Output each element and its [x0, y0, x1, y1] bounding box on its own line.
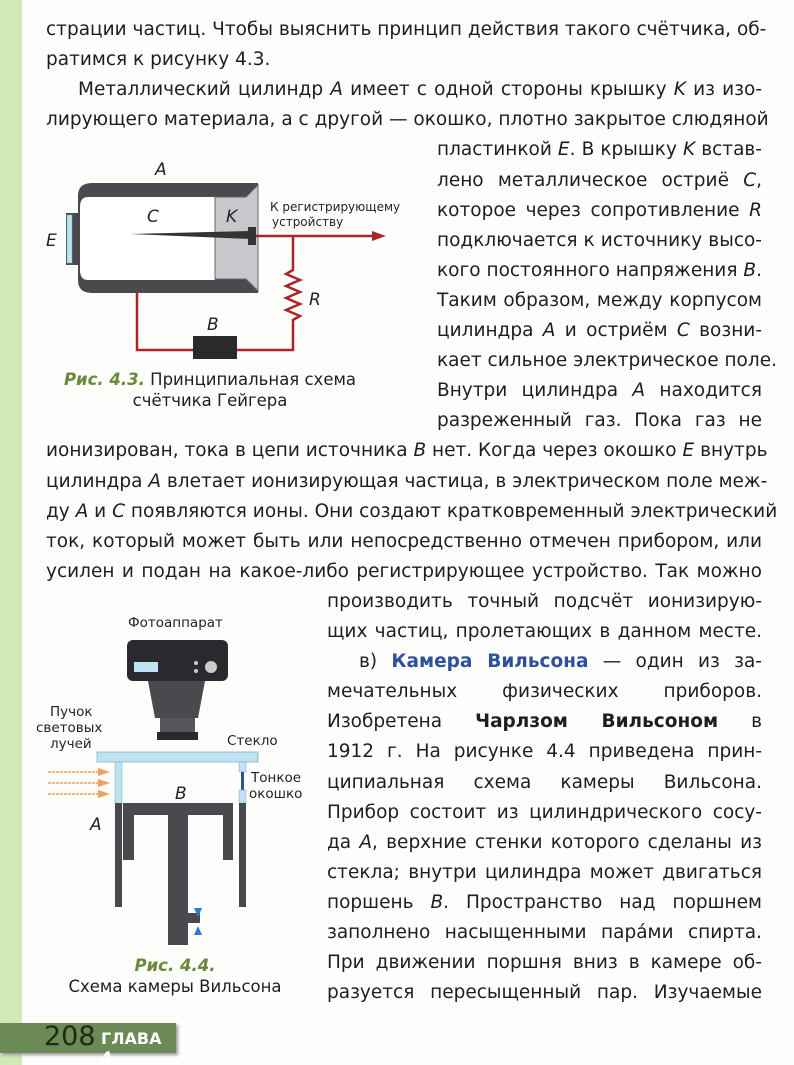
text-segment: внутрь — [694, 440, 768, 462]
section-heading: Камера Вильсона — [391, 651, 589, 673]
text-segment: имеет с одной стороны крышку — [342, 79, 674, 101]
text-segment: 1912 г. На рисунке 4.4 приведена прин- — [327, 741, 762, 763]
camera-display — [134, 662, 158, 672]
glass-wall-right — [239, 762, 246, 772]
text-segment: и — [88, 500, 113, 522]
text-segment: щих частиц, пролетающих в данном месте. — [327, 621, 762, 642]
text-segment: , верхние стенки которого сделаны из — [372, 831, 762, 853]
text-segment: C — [112, 500, 125, 522]
text-segment: страции частиц. Чтобы выяснить принцип действия такого счётчика, об- — [46, 19, 767, 40]
camera-button — [194, 661, 198, 665]
label-output-2: устройству — [272, 215, 344, 229]
text-segment: встав- — [695, 139, 762, 161]
text-segment: A — [330, 79, 343, 101]
label-B: B — [175, 784, 187, 804]
text-segment: мечательных физических приборов. — [327, 681, 762, 703]
text-segment: находится — [645, 380, 762, 402]
figure-4-4-caption — [40, 955, 310, 997]
text-segment: Таким образом, между корпусом — [437, 289, 762, 311]
label-A: A — [90, 815, 102, 835]
text-segment: . Пространство над поршнем — [443, 891, 762, 913]
chapter-label: ГЛАВА 4 — [101, 1029, 162, 1065]
text-segment: пластинкой — [437, 139, 558, 161]
text-segment: заполнено насыщенными парáми спирта. — [327, 922, 762, 943]
thin-window — [241, 772, 244, 790]
text-segment: Чарлзом Вильсоном — [475, 711, 719, 733]
wall-left — [115, 803, 122, 907]
label-E: E — [46, 231, 57, 251]
text-segment: B — [743, 259, 757, 281]
label-A: A — [155, 160, 167, 180]
window-E — [67, 215, 72, 263]
text-segment: подключается к источнику высо- — [437, 229, 762, 251]
text-segment: в) — [359, 651, 392, 673]
text-segment: кого постоянного напряжения — [437, 259, 744, 281]
label-C: C — [147, 207, 159, 227]
label-window-2: окошко — [249, 786, 303, 802]
text-segment: появляются ионы. Они создают кратковременный электрический — [125, 500, 778, 522]
text-segment: B — [430, 891, 444, 913]
text-segment: E — [682, 440, 695, 462]
label-R: R — [309, 290, 321, 310]
piston-B — [123, 803, 233, 945]
battery-B — [193, 336, 237, 359]
text-segment: ратимся к рисунку 4.3. — [46, 49, 271, 71]
text-segment: ципиальная схема камеры Вильсона. — [327, 771, 762, 793]
text-segment: C — [743, 169, 757, 191]
figure-4-3-caption — [40, 369, 380, 411]
page-number: 208 — [44, 1021, 96, 1052]
text-segment: цилиндра — [46, 470, 149, 492]
text-segment: . В крышку — [569, 139, 683, 161]
arrow-icon — [372, 231, 386, 241]
label-camera: Фотоаппарат — [128, 615, 223, 631]
needle-mount — [248, 227, 256, 245]
label-beam-2: световых — [36, 720, 103, 736]
text-segment: — один из за- — [588, 651, 762, 673]
text-segment: A — [542, 320, 556, 341]
text-segment: ду — [46, 500, 76, 522]
wall-right — [239, 803, 246, 907]
text-segment: Прибор состоит из цилиндрического сосу- — [327, 801, 762, 823]
geiger-diagram — [46, 160, 400, 359]
text-segment: да — [327, 831, 360, 853]
caption-number: Рис. 4.3. — [63, 370, 145, 389]
text-segment: лено металлическое остриё — [437, 169, 744, 191]
text-segment: усилен и подан на какое-либо регистрирующее устройство. Так можно — [46, 560, 762, 582]
label-glass: Стекло — [227, 733, 278, 749]
arrow-icon — [98, 768, 110, 798]
caption-text-1: Принципиальная схема — [150, 370, 357, 389]
page-footer — [0, 1021, 176, 1065]
lens-base — [157, 732, 198, 740]
text-segment: ионизирован, тока в цепи источника — [46, 440, 414, 462]
text-segment: которое через сопротивление — [437, 199, 750, 221]
lens-ring — [160, 718, 195, 732]
text-segment: влетает ионизирующая частица, в электрическом поле меж- — [160, 470, 768, 492]
light-beam-arrows — [48, 772, 100, 794]
text-segment: в — [718, 711, 762, 733]
text-segment: стекла; внутри цилиндра может двигаться — [327, 861, 762, 883]
text-segment: ток, который может быть или непосредственно отмечен прибором, или — [46, 530, 762, 552]
text-segment: из изо- — [685, 79, 762, 101]
caption-text: Схема камеры Вильсона — [68, 977, 282, 996]
text-segment: возни- — [689, 320, 762, 341]
text-segment: C — [676, 320, 690, 341]
label-B: B — [207, 315, 219, 335]
text-segment: K — [673, 79, 686, 101]
text-segment: B — [413, 440, 427, 462]
wilson-chamber-diagram — [36, 615, 302, 945]
glass-wall-left — [115, 762, 122, 803]
label-beam-1: Пучок — [50, 704, 93, 720]
camera-button — [194, 669, 198, 673]
glass-wall-right-lower — [239, 790, 246, 803]
text-segment: и остриём — [555, 320, 677, 341]
text-segment: лирующего материала, а с другой — окошко, плотно закрытое слюдяной — [46, 109, 769, 131]
text-segment: K — [683, 139, 696, 161]
label-beam-3: лучей — [50, 736, 92, 752]
camera-lens — [148, 681, 205, 718]
text-segment: A — [75, 500, 89, 522]
text-segment: кает сильное электрическое поле. — [437, 350, 777, 372]
text-segment: E — [557, 139, 570, 161]
text-segment: . — [756, 259, 762, 281]
caption-text-2: счётчика Гейгера — [132, 391, 288, 410]
label-output-1: К регистрирующему — [270, 200, 401, 214]
text-segment: поршень — [327, 891, 431, 913]
text-segment: , — [756, 169, 762, 191]
text-segment: разуется пересыщенный пар. Изучаемые — [327, 982, 762, 1004]
glass-plate — [97, 752, 258, 762]
text-segment: A — [632, 380, 646, 402]
text-segment: разреженный газ. Пока газ не — [437, 410, 762, 432]
caption-number: Рис. 4.4. — [134, 956, 216, 975]
text-segment: A — [359, 831, 373, 853]
label-K: K — [226, 207, 238, 227]
text-segment: A — [148, 470, 161, 492]
camera-body — [127, 640, 228, 681]
text-segment: Внутри цилиндра — [437, 380, 633, 402]
text-segment: нет. Когда через окошко — [426, 440, 683, 462]
text-segment: Изобретена — [327, 711, 476, 733]
text-segment: При движении поршня вниз в камере об- — [327, 952, 762, 974]
text-segment: R — [749, 199, 762, 221]
text-segment: цилиндра — [437, 320, 543, 341]
label-window-1: Тонкое — [251, 770, 302, 786]
text-segment: Металлический цилиндр — [78, 79, 331, 101]
text-segment: производить точный подсчёт ионизирую- — [327, 590, 762, 612]
camera-knob — [205, 661, 217, 673]
